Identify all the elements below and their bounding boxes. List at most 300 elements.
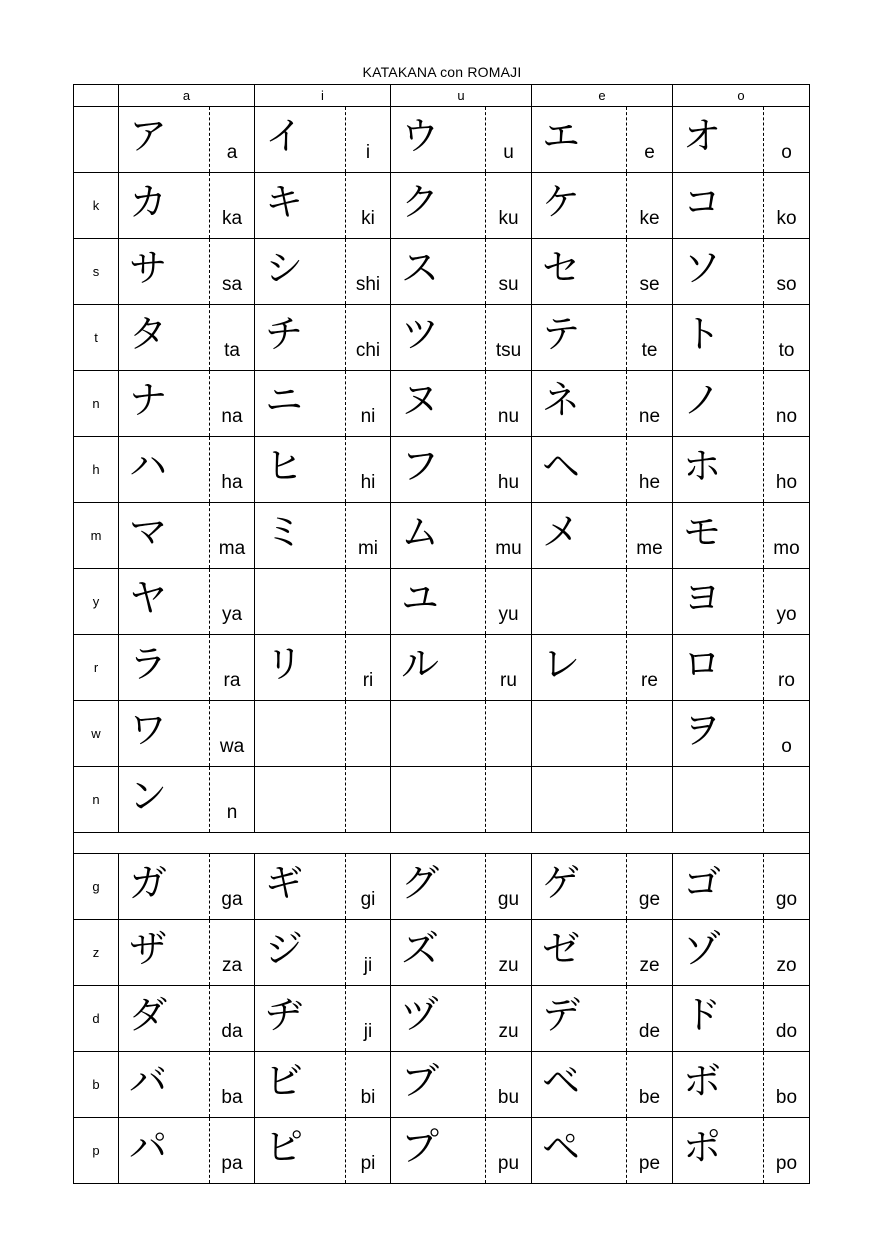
romaji-cell [210, 635, 255, 701]
consonant-label: y [74, 569, 119, 635]
katakana-char: レ [542, 642, 581, 686]
romaji-cell [486, 503, 532, 569]
romaji-cell [764, 1118, 810, 1184]
kana-cell [391, 635, 486, 701]
katakana-char: ラ [129, 642, 168, 686]
romaji-text: ge [638, 889, 661, 910]
romaji-text: i [365, 142, 371, 163]
romaji-cell [627, 107, 673, 173]
romaji-text: go [775, 889, 798, 910]
kana-cell [119, 920, 210, 986]
romaji-text: zo [776, 955, 797, 976]
romaji-cell [627, 767, 673, 833]
kana-cell [119, 701, 210, 767]
kana-cell [119, 107, 210, 173]
romaji-cell [346, 305, 391, 371]
vowel-header: e [532, 85, 673, 107]
romaji-cell [627, 635, 673, 701]
romaji-text: nu [497, 406, 520, 427]
table-row [74, 854, 810, 920]
kana-cell [391, 701, 486, 767]
kana-cell [255, 767, 346, 833]
romaji-text: o [781, 142, 792, 163]
consonant-label: k [74, 173, 119, 239]
romaji-cell [627, 503, 673, 569]
romaji-text: a [226, 142, 238, 163]
romaji-cell [764, 701, 810, 767]
romaji-text: ra [223, 670, 241, 691]
romaji-text: hi [360, 472, 376, 493]
table-row [74, 107, 810, 173]
kana-cell [532, 239, 627, 305]
katakana-char: ゼ [542, 927, 581, 971]
romaji-cell [764, 305, 810, 371]
romaji-text: gu [497, 889, 520, 910]
kana-cell [391, 503, 486, 569]
table-row [74, 701, 810, 767]
kana-cell [532, 371, 627, 437]
consonant-label: g [74, 854, 119, 920]
kana-cell [119, 371, 210, 437]
romaji-cell [486, 371, 532, 437]
table-row [74, 437, 810, 503]
kana-cell [255, 920, 346, 986]
katakana-char: ガ [129, 861, 168, 905]
kana-cell [255, 305, 346, 371]
kana-cell [255, 569, 346, 635]
romaji-text: n [226, 802, 238, 823]
katakana-table [73, 84, 810, 1184]
romaji-text: gi [360, 889, 376, 910]
katakana-char: シ [265, 246, 304, 290]
romaji-cell [627, 305, 673, 371]
romaji-cell [210, 305, 255, 371]
katakana-char: リ [265, 642, 304, 686]
kana-cell [391, 920, 486, 986]
katakana-char: セ [542, 246, 581, 290]
kana-cell [119, 239, 210, 305]
kana-cell [673, 767, 764, 833]
romaji-cell [346, 986, 391, 1052]
katakana-char: ザ [129, 927, 168, 971]
consonant-label: w [74, 701, 119, 767]
kana-cell [391, 986, 486, 1052]
kana-cell [673, 239, 764, 305]
romaji-cell [486, 635, 532, 701]
separator-row [74, 833, 810, 854]
kana-cell [119, 305, 210, 371]
kana-cell [532, 503, 627, 569]
romaji-text: te [641, 340, 658, 361]
romaji-cell [486, 986, 532, 1052]
table-row [74, 1052, 810, 1118]
romaji-text: pe [638, 1153, 661, 1174]
kana-cell [255, 986, 346, 1052]
katakana-char: ハ [129, 444, 168, 488]
katakana-char: ワ [129, 708, 168, 752]
romaji-cell [486, 239, 532, 305]
kana-cell [255, 854, 346, 920]
romaji-cell [627, 569, 673, 635]
romaji-cell [627, 1118, 673, 1184]
katakana-char: ジ [265, 927, 304, 971]
table-body [74, 85, 810, 1184]
kana-cell [532, 986, 627, 1052]
kana-cell [255, 107, 346, 173]
kana-cell [391, 569, 486, 635]
katakana-char: ボ [683, 1059, 722, 1103]
romaji-text: no [775, 406, 798, 427]
katakana-char: フ [401, 444, 440, 488]
kana-cell [673, 1118, 764, 1184]
romaji-text: sa [221, 274, 243, 295]
romaji-cell [486, 1052, 532, 1118]
kana-cell [255, 437, 346, 503]
katakana-char: ゾ [683, 927, 722, 971]
kana-cell [532, 173, 627, 239]
table-row [74, 503, 810, 569]
romaji-text: o [781, 736, 792, 757]
katakana-char: カ [129, 180, 168, 224]
romaji-cell [210, 920, 255, 986]
romaji-cell [764, 371, 810, 437]
romaji-cell [210, 173, 255, 239]
romaji-text: ji [363, 1021, 373, 1042]
katakana-char: プ [401, 1125, 440, 1169]
romaji-text: chi [355, 340, 381, 361]
vowel-header: i [255, 85, 391, 107]
katakana-char: バ [129, 1059, 168, 1103]
katakana-char: ユ [401, 576, 440, 620]
table-row [74, 239, 810, 305]
romaji-text: zu [498, 1021, 519, 1042]
romaji-cell [627, 920, 673, 986]
vowel-header: o [673, 85, 810, 107]
table-row [74, 767, 810, 833]
romaji-text: ya [221, 604, 243, 625]
romaji-cell [764, 239, 810, 305]
kana-cell [119, 986, 210, 1052]
consonant-label: d [74, 986, 119, 1052]
katakana-char: テ [542, 312, 581, 356]
kana-cell [255, 701, 346, 767]
katakana-char: メ [542, 510, 581, 554]
kana-cell [673, 107, 764, 173]
consonant-label: b [74, 1052, 119, 1118]
kana-cell [391, 107, 486, 173]
table-row [74, 920, 810, 986]
romaji-text: ta [224, 340, 240, 361]
romaji-cell [346, 635, 391, 701]
romaji-cell [210, 986, 255, 1052]
consonant-label: z [74, 920, 119, 986]
header-corner [74, 85, 119, 107]
kana-cell [673, 701, 764, 767]
romaji-text: po [775, 1153, 798, 1174]
romaji-cell [627, 986, 673, 1052]
romaji-text: ji [363, 955, 373, 976]
kana-cell [532, 701, 627, 767]
kana-cell [391, 854, 486, 920]
katakana-char: ギ [265, 861, 304, 905]
romaji-text: mu [495, 538, 522, 559]
romaji-text: ze [639, 955, 660, 976]
romaji-cell [486, 173, 532, 239]
katakana-char: ダ [129, 993, 168, 1037]
katakana-char: ニ [265, 378, 304, 422]
table-row [74, 305, 810, 371]
kana-cell [532, 107, 627, 173]
romaji-cell [764, 854, 810, 920]
romaji-text: ma [218, 538, 246, 559]
romaji-text: de [638, 1021, 661, 1042]
kana-cell [119, 1052, 210, 1118]
romaji-cell [764, 986, 810, 1052]
katakana-char: ヲ [683, 708, 722, 752]
romaji-cell [627, 437, 673, 503]
kana-cell [391, 437, 486, 503]
romaji-cell [346, 569, 391, 635]
romaji-text: ke [639, 208, 660, 229]
romaji-cell [346, 173, 391, 239]
katakana-char: ペ [542, 1125, 581, 1169]
katakana-char: グ [401, 861, 440, 905]
romaji-cell [346, 767, 391, 833]
romaji-cell [627, 1052, 673, 1118]
katakana-char: ト [683, 312, 722, 356]
katakana-char: ル [401, 642, 440, 686]
kana-cell [391, 371, 486, 437]
romaji-cell [764, 569, 810, 635]
romaji-text: mi [357, 538, 379, 559]
romaji-cell [210, 854, 255, 920]
consonant-label: s [74, 239, 119, 305]
romaji-cell [627, 854, 673, 920]
kana-cell [255, 635, 346, 701]
katakana-char: デ [542, 993, 581, 1037]
romaji-cell [210, 503, 255, 569]
romaji-text: bi [360, 1087, 376, 1108]
kana-cell [391, 1118, 486, 1184]
romaji-cell [210, 437, 255, 503]
romaji-text: wa [219, 736, 245, 757]
kana-cell [391, 1052, 486, 1118]
katakana-char: ベ [542, 1059, 581, 1103]
consonant-label: m [74, 503, 119, 569]
romaji-cell [764, 107, 810, 173]
katakana-char: ス [401, 246, 440, 290]
katakana-char: コ [683, 180, 722, 224]
kana-cell [532, 1118, 627, 1184]
romaji-text: za [221, 955, 243, 976]
romaji-cell [764, 1052, 810, 1118]
header-row [74, 85, 810, 107]
katakana-char: ソ [683, 246, 722, 290]
katakana-char: ネ [542, 378, 581, 422]
romaji-cell [486, 1118, 532, 1184]
romaji-text: ku [498, 208, 519, 229]
romaji-cell [764, 920, 810, 986]
kana-cell [391, 173, 486, 239]
table-row [74, 1118, 810, 1184]
katakana-char: サ [129, 246, 168, 290]
katakana-char: ツ [401, 312, 440, 356]
katakana-char: マ [129, 510, 168, 554]
page-title: KATAKANA con ROMAJI [362, 64, 522, 80]
romaji-cell [346, 437, 391, 503]
romaji-text: su [498, 274, 519, 295]
kana-cell [673, 920, 764, 986]
romaji-text: tsu [495, 340, 522, 361]
kana-cell [532, 767, 627, 833]
kana-cell [673, 1052, 764, 1118]
katakana-char: ウ [401, 114, 440, 158]
kana-cell [255, 173, 346, 239]
kana-cell [673, 371, 764, 437]
kana-cell [119, 635, 210, 701]
romaji-cell [764, 437, 810, 503]
romaji-cell [346, 107, 391, 173]
romaji-text: ro [778, 670, 795, 691]
katakana-char: ミ [265, 510, 304, 554]
table-row [74, 635, 810, 701]
romaji-text: mo [773, 538, 800, 559]
romaji-cell [346, 920, 391, 986]
table-row [74, 173, 810, 239]
romaji-text: bo [775, 1087, 798, 1108]
romaji-text: so [776, 274, 797, 295]
kana-cell [119, 854, 210, 920]
katakana-char: エ [542, 114, 581, 158]
katakana-char: ケ [542, 180, 581, 224]
katakana-char: ヅ [401, 993, 440, 1037]
romaji-cell [210, 569, 255, 635]
katakana-char: ブ [401, 1059, 440, 1103]
romaji-text: ko [776, 208, 797, 229]
romaji-text: zu [498, 955, 519, 976]
romaji-text: da [221, 1021, 243, 1042]
romaji-text: pa [221, 1153, 243, 1174]
romaji-text: ri [362, 670, 374, 691]
romaji-text: ka [221, 208, 243, 229]
kana-cell [673, 635, 764, 701]
katakana-char: ロ [683, 642, 722, 686]
kana-cell [255, 1052, 346, 1118]
romaji-text: ni [360, 406, 376, 427]
romaji-text: e [644, 142, 655, 163]
katakana-char: ヂ [265, 993, 304, 1037]
romaji-text: na [221, 406, 243, 427]
romaji-cell [346, 239, 391, 305]
kana-cell [391, 239, 486, 305]
katakana-char: ヤ [129, 576, 168, 620]
kana-cell [119, 503, 210, 569]
romaji-cell [210, 767, 255, 833]
consonant-label: p [74, 1118, 119, 1184]
consonant-label: n [74, 767, 119, 833]
katakana-char: チ [265, 312, 304, 356]
romaji-text: do [775, 1021, 798, 1042]
romaji-cell [210, 1118, 255, 1184]
romaji-cell [627, 701, 673, 767]
romaji-cell [210, 239, 255, 305]
katakana-char: ド [683, 993, 722, 1037]
kana-cell [255, 503, 346, 569]
katakana-char: ヒ [265, 444, 304, 488]
katakana-char: ヌ [401, 378, 440, 422]
katakana-char: ム [401, 510, 440, 554]
katakana-char: ア [129, 114, 168, 158]
kana-cell [673, 305, 764, 371]
katakana-char: ビ [265, 1059, 304, 1103]
romaji-cell [764, 173, 810, 239]
katakana-char: ホ [683, 444, 722, 488]
kana-cell [532, 437, 627, 503]
romaji-cell [486, 437, 532, 503]
romaji-cell [486, 854, 532, 920]
romaji-cell [486, 701, 532, 767]
romaji-text: ho [775, 472, 798, 493]
romaji-cell [627, 239, 673, 305]
romaji-cell [346, 701, 391, 767]
romaji-cell [210, 371, 255, 437]
romaji-text: se [639, 274, 660, 295]
table-row [74, 569, 810, 635]
romaji-text: u [503, 142, 514, 163]
romaji-text: ru [500, 670, 517, 691]
romaji-text: be [638, 1087, 661, 1108]
katakana-char: ポ [683, 1125, 722, 1169]
romaji-text: to [778, 340, 795, 361]
vowel-header: a [119, 85, 255, 107]
kana-cell [255, 239, 346, 305]
katakana-char: ヨ [683, 576, 722, 620]
consonant-label: n [74, 371, 119, 437]
romaji-cell [627, 173, 673, 239]
romaji-text: me [636, 538, 663, 559]
kana-cell [532, 635, 627, 701]
romaji-cell [486, 569, 532, 635]
separator-cell [74, 833, 810, 854]
kana-cell [673, 569, 764, 635]
consonant-label: t [74, 305, 119, 371]
katakana-char: ン [129, 774, 168, 818]
romaji-cell [346, 854, 391, 920]
kana-cell [119, 437, 210, 503]
kana-cell [391, 767, 486, 833]
romaji-cell [764, 503, 810, 569]
romaji-cell [764, 767, 810, 833]
romaji-cell [764, 635, 810, 701]
romaji-cell [346, 503, 391, 569]
katakana-char: オ [683, 114, 722, 158]
kana-cell [255, 1118, 346, 1184]
katakana-char: ノ [683, 378, 722, 422]
kana-cell [532, 1052, 627, 1118]
romaji-cell [486, 305, 532, 371]
katakana-char: ゲ [542, 861, 581, 905]
romaji-text: ki [361, 208, 375, 229]
consonant-label: h [74, 437, 119, 503]
kana-cell [532, 305, 627, 371]
katakana-char: タ [129, 312, 168, 356]
romaji-text: yu [498, 604, 519, 625]
romaji-text: re [641, 670, 658, 691]
romaji-cell [486, 767, 532, 833]
consonant-label: r [74, 635, 119, 701]
katakana-char: パ [129, 1125, 168, 1169]
romaji-cell [486, 920, 532, 986]
